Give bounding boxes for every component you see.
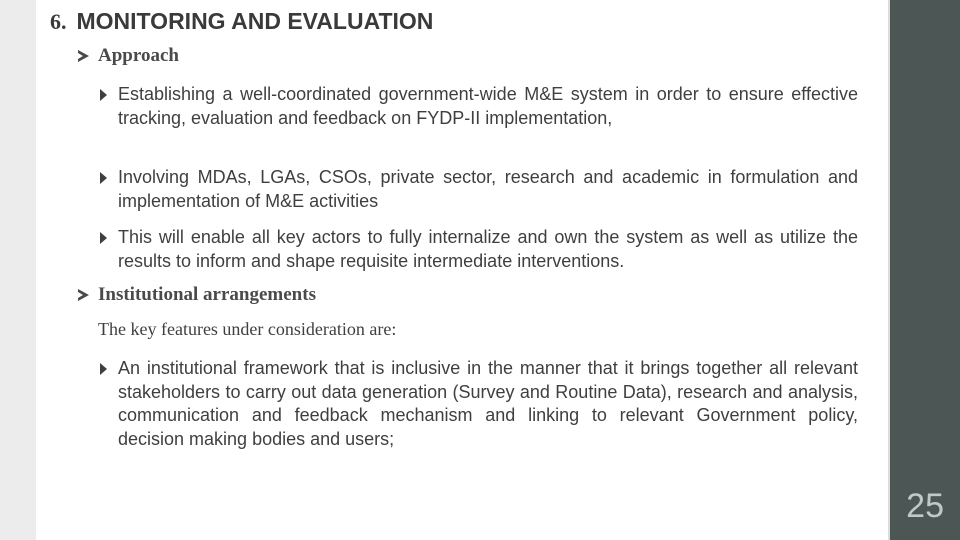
section-number: 6. bbox=[50, 9, 67, 34]
list-item-text: Involving MDAs, LGAs, CSOs, private sector, research and academic in formulation and implementation of M&E activities bbox=[118, 167, 858, 211]
list-item bbox=[98, 226, 858, 273]
institutional-heading-row bbox=[78, 284, 316, 306]
approach-heading-row bbox=[78, 45, 179, 67]
side-panel bbox=[890, 0, 960, 540]
triangle-bullet-icon bbox=[98, 166, 118, 213]
features-intro: The key features under consideration are: bbox=[98, 319, 397, 339]
list-item bbox=[98, 83, 858, 130]
left-margin-band bbox=[0, 0, 36, 540]
list-item bbox=[98, 357, 858, 451]
triangle-bullet-icon bbox=[98, 357, 118, 451]
triangle-bullet-icon bbox=[98, 226, 118, 273]
title-text: MONITORING AND EVALUATION bbox=[76, 8, 434, 34]
arrow-bullet-icon bbox=[78, 288, 90, 302]
institutional-heading: Institutional arrangements bbox=[98, 284, 316, 305]
list-item bbox=[98, 166, 858, 213]
page-number: 25 bbox=[906, 487, 944, 525]
list-item-text: Establishing a well-coordinated government-wide M&E system in order to ensure effective tracking, evaluation and feedback on FYDP-II implementation, bbox=[118, 84, 858, 128]
slide-title bbox=[50, 8, 433, 35]
triangle-bullet-icon bbox=[98, 83, 118, 130]
arrow-bullet-icon bbox=[78, 49, 90, 63]
list-item-text: An institutional framework that is inclusive in the manner that it brings together all relevant stakeholders to carry out data generation (Survey and Routine Data), research and analysis, communication and feedback mechanism and linking to relevant Government policy, decision making bodies and users; bbox=[118, 358, 858, 449]
approach-heading: Approach bbox=[98, 45, 179, 66]
list-item-text: This will enable all key actors to fully internalize and own the system as well as utilize the results to inform and shape requisite intermediate interventions. bbox=[118, 227, 858, 271]
